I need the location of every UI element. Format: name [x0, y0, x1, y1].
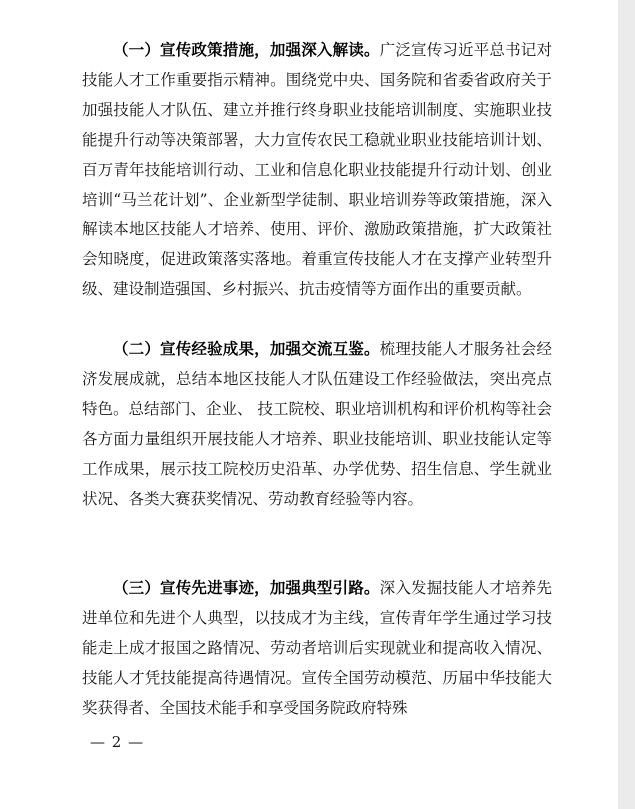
page-number: — 2 —	[90, 733, 145, 751]
section-3-body: 深入发掘技能人才培养先进单位和先进个人典型，以技成才为主线，宣传青年学生通过学习技能走上成才报国之路情况、劳动者培训后实现就业和提高收入情况、技能人才凭技能提高待遇情况。宣传全国劳动模范、历届中华技能大奖获得者、全国技术能手和享受国务院政府特殊	[82, 579, 552, 717]
section-1-body: 广泛宣传习近平总书记对技能人才工作重要指示精神。围绕党中央、国务院和省委省政府关于加强技能人才队伍、建立并推行终身职业技能培训制度、实施职业技能提升行动等决策部署，大力宣传农民工稳就业职业技能培训计划、百万青年技能培训行动、工业和信息化职业技能提升行动计划、创业培训“马兰花计划”、企业新型学徒制、职业培训券等政策措施，深入解读本地区技能人才培养、使用、评价、激励政策措施，扩大政策社会知晓度，促进政策落实落地。着重宣传技能人才在支撑产业转型升级、建设制造强国、乡村振兴、抗击疫情等方面作出的重要贡献。	[82, 41, 552, 299]
section-3-heading: （三）宣传先进事迹，加强典型引路。	[113, 578, 380, 597]
section-1-heading: （一）宣传政策措施，加强深入解读。	[113, 40, 380, 59]
section-1-paragraph	[82, 35, 552, 305]
section-2-body: 梳理技能人才服务社会经济发展成就，总结本地区技能人才队伍建设工作经验做法，突出亮点特色。总结部门、企业、 技工院校、职业培训机构和评价机构等社会各方面力量组织开展技能人才培养、职业技能培训、职业技能认定等工作成果，展示技工院校历史沿革、办学优势、招生信息、学生就业状况、各类大赛获奖情况、劳动教育经验等内容。	[82, 340, 552, 508]
section-2-paragraph	[82, 334, 552, 514]
section-2-heading: （二）宣传经验成果，加强交流互鉴。	[113, 339, 380, 358]
section-3-paragraph	[82, 573, 552, 724]
